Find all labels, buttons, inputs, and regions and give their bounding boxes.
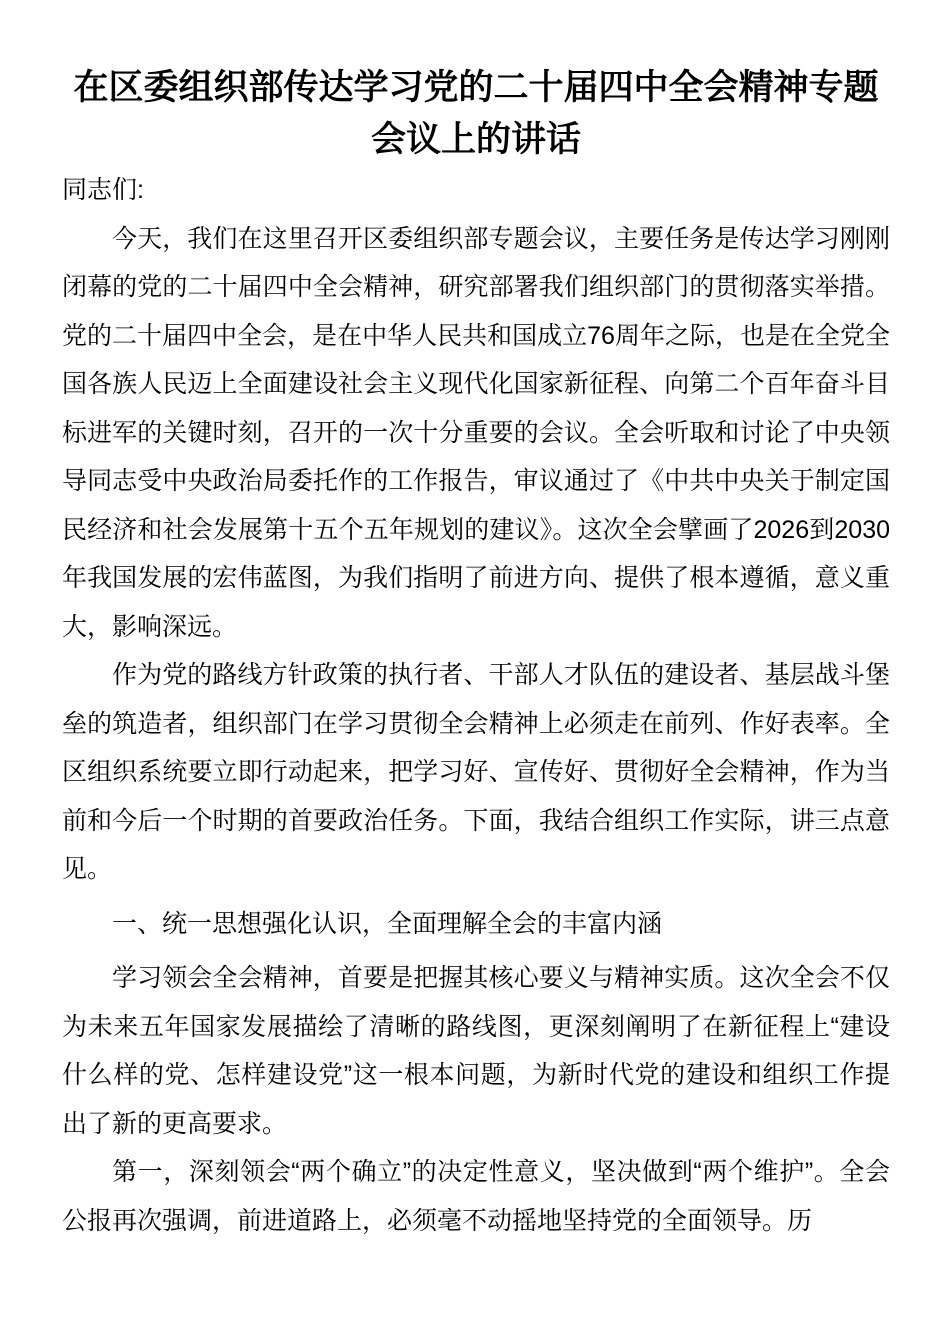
- paragraph: 作为党的路线方针政策的执行者、干部人才队伍的建设者、基层战斗堡垒的筑造者，组织部门在学习贯彻全会精神上必须走在前列、作好表率。全区组织系统要立即行动起来，把学习好、宣传好、贯彻好全会精神，作为当前和今后一个时期的首要政治任务。下面，我结合组织工作实际，讲三点意见。: [62, 661, 890, 883]
- paragraph: 第一，深刻领会“两个确立”的决定性意义，坚决做到“两个维护”。全会公报再次强调，前进道路上，必须毫不动摇地坚持党的全面领导。历: [62, 1158, 890, 1235]
- section-heading: 一、统一思想强化认识，全面理解全会的丰富内涵: [112, 909, 663, 938]
- document-title: 在区委组织部传达学习党的二十届四中全会精神专题会议上的讲话: [73, 68, 879, 159]
- document-body: [62, 215, 890, 1246]
- paragraph: 今天，我们在这里召开区委组织部专题会议，主要任务是传达学习刚刚闭幕的党的二十届四中全会精神，研究部署我们组织部门的贯彻落实举措。党的二十届四中全会，是在中华人民共和国成立76周年之际，也是在全党全国各族人民迈上全面建设社会主义现代化国家新征程、向第二个百年奋斗目标进军的关键时刻，召开的一次十分重要的会议。全会听取和讨论了中央领导同志受中央政治局委托作的工作报告，审议通过了《中共中央关于制定国民经济和社会发展第十五个五年规划的建议》。这次全会擘画了2026到2030年我国发展的宏伟蓝图，为我们指明了前进方向、提供了根本遵循，意义重大，影响深远。: [62, 224, 890, 641]
- salutation: 同志们:: [62, 176, 144, 204]
- paragraph: 学习领会全会精神，首要是把握其核心要义与精神实质。这次全会不仅为未来五年国家发展描绘了清晰的路线图，更深刻阐明了在新征程上“建设什么样的党、怎样建设党”这一根本问题，为新时代党的建设和组织工作提出了新的更高要求。: [62, 964, 890, 1138]
